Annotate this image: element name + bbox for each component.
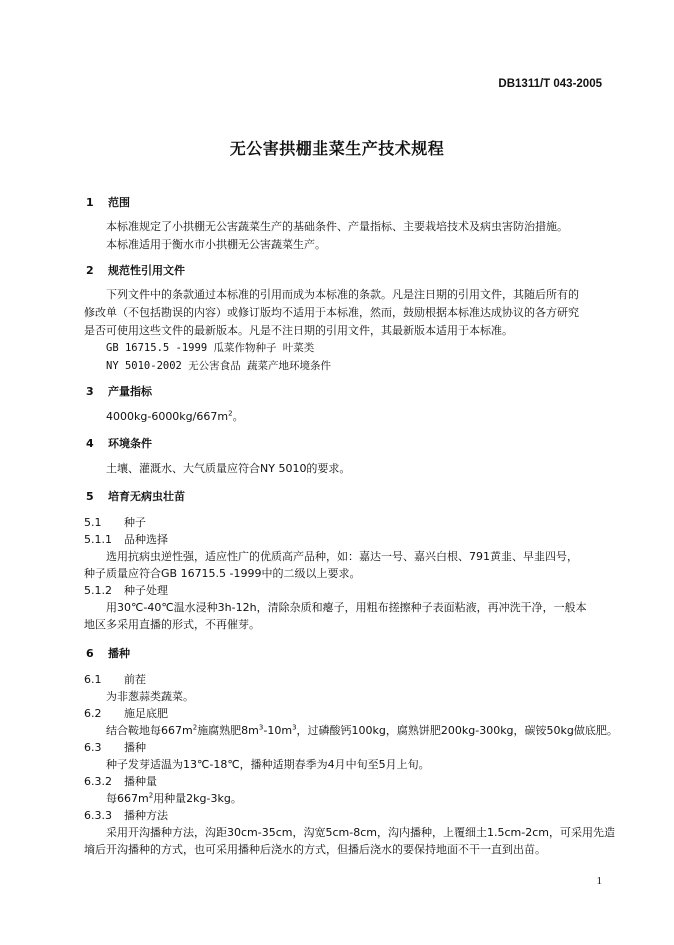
paragraph: 结合鞍地每$667m^2$施腐熟肥$8m^3-10m^3$，过磷酸钙100kg，腐熟饼肥200kg-300kg，碳铵50kg做底肥。 bbox=[106, 723, 618, 737]
subsection-6-3-2-heading: 6.3.2 播种量 bbox=[84, 775, 157, 788]
section-number: 5 bbox=[86, 490, 94, 503]
paragraph: 地区多采用直播的形式，不再催芽。 bbox=[84, 618, 260, 631]
section-1-heading bbox=[86, 194, 130, 210]
paragraph: 每$667m^2$用种量2kg-3kg。 bbox=[106, 791, 242, 805]
paragraph: 种子质量应符合GB 16715.5 -1999中的二级以上要求。 bbox=[84, 567, 361, 580]
paragraph: 下列文件中的条款通过本标准的引用而成为本标准的条款。凡是注日期的引用文件，其随后所有的 bbox=[106, 288, 579, 301]
subsection-5-1-2-heading: 5.1.2 种子处理 bbox=[84, 584, 168, 597]
section-2-heading bbox=[86, 262, 185, 278]
paragraph: $4000kg-6000kg/667m^2$。 bbox=[106, 409, 244, 423]
paragraph: 采用开沟播种方法，沟距30cm-35cm，沟宽5cm-8cm，沟内播种，上覆细土1.5cm-2cm，可采用先造 bbox=[106, 826, 615, 839]
reference-item: GB 16715.5 -1999 瓜菜作物种子 叶菜类 bbox=[106, 342, 315, 354]
page-number: 1 bbox=[596, 875, 602, 887]
subsection-6-2-heading: 6.2 施足底肥 bbox=[84, 707, 168, 720]
paragraph: 土壤、灌溉水、大气质量应符合NY 5010的要求。 bbox=[106, 462, 351, 475]
section-title: 播种 bbox=[108, 647, 130, 660]
paragraph: 本标准规定了小拱棚无公害蔬菜生产的基础条件、产量指标、主要栽培技术及病虫害防治措施。 bbox=[106, 220, 568, 233]
section-6-heading bbox=[86, 645, 130, 661]
section-number: 1 bbox=[86, 196, 94, 209]
paragraph: 种子发芽适温为13℃-18℃，播种适期春季为4月中旬至5月上旬。 bbox=[106, 758, 430, 771]
paragraph: 修改单（不包括勘误的内容）或修订版均不适用于本标准，然而，鼓励根据本标准达成协议的各方研究 bbox=[84, 306, 579, 319]
section-title: 产量指标 bbox=[108, 385, 152, 398]
subsection-6-3-3-heading: 6.3.3 播种方法 bbox=[84, 809, 168, 822]
paragraph: 为非葱蒜类蔬菜。 bbox=[106, 690, 194, 703]
section-title: 规范性引用文件 bbox=[108, 264, 185, 277]
subsection-5-1-1-heading: 5.1.1 品种选择 bbox=[84, 533, 168, 546]
subsection-6-3-heading: 6.3 播种 bbox=[84, 741, 146, 754]
section-5-heading bbox=[86, 488, 185, 504]
paragraph: 选用抗病虫逆性强，适应性广的优质高产品种，如：嘉达一号、嘉兴白根、791黄韭、早韭四号， bbox=[106, 550, 578, 563]
paragraph: 墒后开沟播种的方式，也可采用播种后浇水的方式，但播后浇水的要保持地面不干一直到出苗。 bbox=[84, 843, 546, 856]
section-title: 范围 bbox=[108, 196, 130, 209]
section-number: 4 bbox=[86, 437, 94, 450]
reference-item: NY 5010-2002 无公害食品 蔬菜产地环境条件 bbox=[106, 360, 332, 372]
subsection-5-1-heading: 5.1 种子 bbox=[84, 516, 146, 529]
paragraph: 本标准适用于衡水市小拱棚无公害蔬菜生产。 bbox=[106, 238, 326, 251]
paragraph: 用30℃-40℃温水浸种3h-12h，清除杂质和瘪子，用粗布搓擦种子表面粘液，再冲洗干净，一般本 bbox=[106, 601, 587, 614]
section-title: 培育无病虫壮苗 bbox=[108, 490, 185, 503]
section-title: 环境条件 bbox=[108, 437, 152, 450]
section-number: 6 bbox=[86, 647, 94, 660]
subsection-6-1-heading: 6.1 前茬 bbox=[84, 673, 146, 686]
section-3-heading bbox=[86, 383, 152, 399]
section-number: 2 bbox=[86, 264, 94, 277]
section-number: 3 bbox=[86, 385, 94, 398]
document-title: 无公害拱棚韭菜生产技术规程 bbox=[229, 139, 445, 158]
standard-code: DB1311/T 043-2005 bbox=[498, 78, 602, 90]
section-4-heading bbox=[86, 435, 152, 451]
paragraph: 是否可使用这些文件的最新版本。凡是不注日期的引用文件，其最新版本适用于本标准。 bbox=[84, 324, 513, 337]
